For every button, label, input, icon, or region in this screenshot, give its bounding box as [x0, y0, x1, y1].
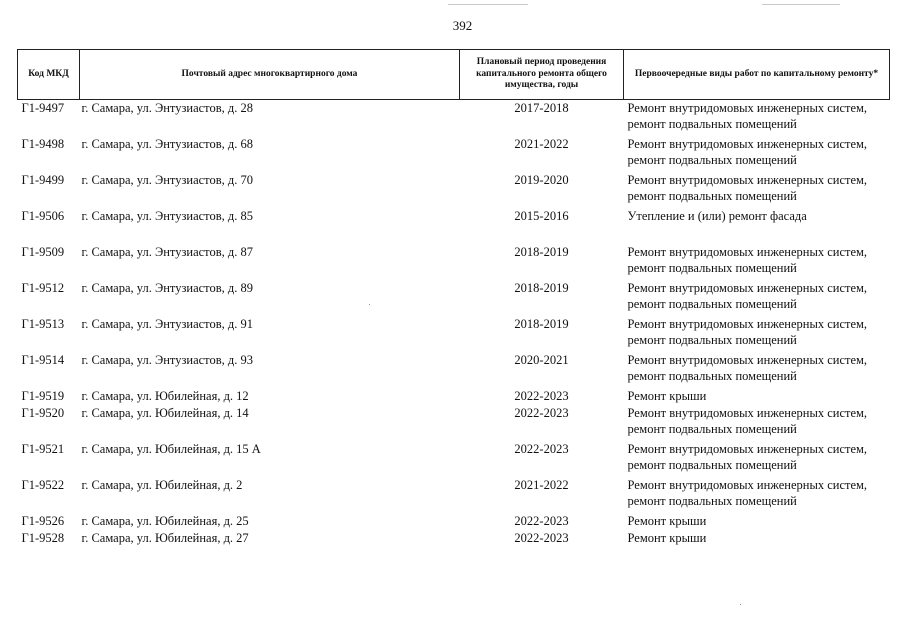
- table-row: [18, 208, 890, 244]
- cell-works: Ремонт внутридомовых инженерных систем, ремонт подвальных помещений: [627, 317, 868, 347]
- cell-period: 2021-2022: [514, 137, 569, 151]
- table-row: [18, 136, 890, 172]
- cell-period: 2022-2023: [514, 389, 569, 403]
- cell-address: г. Самара, ул. Энтузиастов, д. 70: [81, 173, 253, 187]
- cell-period: 2018-2019: [514, 281, 569, 295]
- cell-code: Г1-9514: [21, 353, 65, 367]
- cell-period: 2022-2023: [514, 406, 569, 420]
- cell-code: Г1-9497: [21, 101, 65, 115]
- cell-address: г. Самара, ул. Энтузиастов, д. 93: [81, 353, 253, 367]
- cell-address: г. Самара, ул. Юбилейная, д. 15 А: [81, 442, 261, 456]
- scan-top-mark-right: [762, 4, 840, 5]
- cell-code: Г1-9512: [21, 281, 65, 295]
- table-header-row: [18, 50, 890, 100]
- cell-address: г. Самара, ул. Энтузиастов, д. 89: [81, 281, 253, 295]
- cell-code: Г1-9522: [21, 478, 65, 492]
- cell-period: 2018-2019: [514, 245, 569, 259]
- cell-address: г. Самара, ул. Юбилейная, д. 2: [81, 478, 243, 492]
- table-row: [18, 477, 890, 513]
- table-row: [18, 441, 890, 477]
- cell-period: 2022-2023: [514, 531, 569, 545]
- cell-address: г. Самара, ул. Юбилейная, д. 12: [81, 389, 249, 403]
- cell-works: Ремонт внутридомовых инженерных систем, ремонт подвальных помещений: [627, 406, 868, 436]
- cell-address: г. Самара, ул. Юбилейная, д. 25: [81, 514, 249, 528]
- cell-address: г. Самара, ул. Энтузиастов, д. 91: [81, 317, 253, 331]
- page-number: 392: [452, 18, 473, 33]
- cell-period: 2015-2016: [514, 209, 569, 223]
- table-row: [18, 352, 890, 388]
- table-row: [18, 513, 890, 530]
- cell-period: 2018-2019: [514, 317, 569, 331]
- table-row: [18, 100, 890, 137]
- cell-address: г. Самара, ул. Энтузиастов, д. 87: [81, 245, 253, 259]
- cell-works: Ремонт внутридомовых инженерных систем, ремонт подвальных помещений: [627, 478, 868, 508]
- cell-works: Ремонт внутридомовых инженерных систем, ремонт подвальных помещений: [627, 173, 868, 203]
- cell-works: Ремонт внутридомовых инженерных систем, ремонт подвальных помещений: [627, 245, 868, 275]
- cell-period: 2022-2023: [514, 514, 569, 528]
- cell-code: Г1-9528: [21, 531, 65, 545]
- header-address: Почтовый адрес многоквартирного дома: [80, 50, 460, 100]
- table-row: [18, 405, 890, 441]
- cell-code: Г1-9519: [21, 389, 65, 403]
- cell-works: Ремонт крыши: [627, 514, 707, 528]
- cell-address: г. Самара, ул. Юбилейная, д. 14: [81, 406, 249, 420]
- table-row: [18, 172, 890, 208]
- cell-code: Г1-9513: [21, 317, 65, 331]
- cell-period: 2022-2023: [514, 442, 569, 456]
- table-row: [18, 388, 890, 405]
- cell-period: 2019-2020: [514, 173, 569, 187]
- cell-works: Ремонт внутридомовых инженерных систем, ремонт подвальных помещений: [627, 353, 868, 383]
- cell-period: 2021-2022: [514, 478, 569, 492]
- capital-repair-table: [17, 49, 890, 547]
- table-row: [18, 530, 890, 547]
- cell-address: г. Самара, ул. Энтузиастов, д. 28: [81, 101, 253, 115]
- scan-top-mark-left: [448, 4, 528, 5]
- cell-period: 2017-2018: [514, 101, 569, 115]
- cell-address: г. Самара, ул. Юбилейная, д. 27: [81, 531, 249, 545]
- header-code: Код МКД: [18, 50, 80, 100]
- table-row: [18, 280, 890, 316]
- cell-works: Ремонт внутридомовых инженерных систем, ремонт подвальных помещений: [627, 281, 868, 311]
- header-works: Первоочередные виды работ по капитальному ремонту*: [624, 50, 890, 100]
- cell-code: Г1-9499: [21, 173, 65, 187]
- cell-code: Г1-9521: [21, 442, 65, 456]
- cell-works: Ремонт крыши: [627, 389, 707, 403]
- cell-code: Г1-9506: [21, 209, 65, 223]
- table-row: [18, 244, 890, 280]
- cell-address: г. Самара, ул. Энтузиастов, д. 85: [81, 209, 253, 223]
- cell-code: Г1-9520: [21, 406, 65, 420]
- table-row: [18, 316, 890, 352]
- header-period: Плановый период проведения капитального ремонта общего имущества, годы: [460, 50, 624, 100]
- scan-speck: [740, 604, 741, 605]
- cell-works: Ремонт внутридомовых инженерных систем, ремонт подвальных помещений: [627, 101, 868, 131]
- cell-works: Ремонт внутридомовых инженерных систем, ремонт подвальных помещений: [627, 137, 868, 167]
- cell-code: Г1-9509: [21, 245, 65, 259]
- cell-address: г. Самара, ул. Энтузиастов, д. 68: [81, 137, 253, 151]
- cell-works: Утепление и (или) ремонт фасада: [627, 209, 807, 223]
- scan-speck: [369, 304, 370, 305]
- cell-period: 2020-2021: [514, 353, 569, 367]
- cell-code: Г1-9526: [21, 514, 65, 528]
- cell-code: Г1-9498: [21, 137, 65, 151]
- cell-works: Ремонт крыши: [627, 531, 707, 545]
- cell-works: Ремонт внутридомовых инженерных систем, ремонт подвальных помещений: [627, 442, 868, 472]
